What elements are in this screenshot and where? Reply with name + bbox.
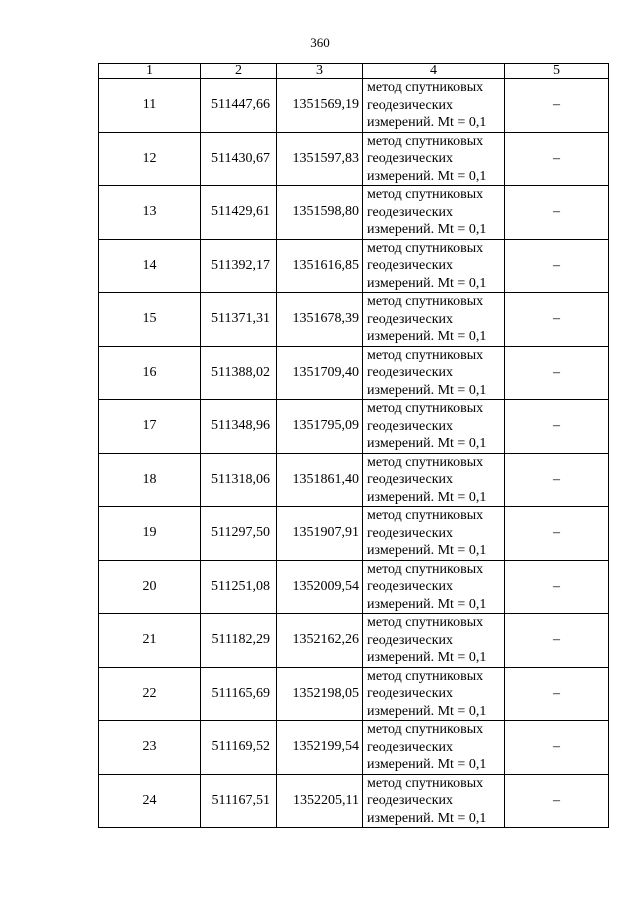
point-number-cell: 15: [99, 293, 201, 347]
table-row: [99, 132, 609, 186]
x-coordinate-cell: 511429,61: [201, 186, 277, 240]
header-col-3: 3: [277, 64, 363, 79]
note-cell: –: [505, 400, 609, 454]
x-coordinate-cell: 511169,52: [201, 721, 277, 775]
method-cell: метод спутниковых геодезических измерений. Mt = 0,1: [363, 186, 505, 240]
y-coordinate-cell: 1352009,54: [277, 560, 363, 614]
table-row: [99, 239, 609, 293]
point-number-cell: 11: [99, 79, 201, 133]
note-cell: –: [505, 774, 609, 828]
method-cell: метод спутниковых геодезических измерений. Mt = 0,1: [363, 667, 505, 721]
note-cell: –: [505, 453, 609, 507]
note-cell: –: [505, 721, 609, 775]
point-number-cell: 13: [99, 186, 201, 240]
y-coordinate-cell: 1351678,39: [277, 293, 363, 347]
method-cell: метод спутниковых геодезических измерений. Mt = 0,1: [363, 132, 505, 186]
header-col-5: 5: [505, 64, 609, 79]
note-cell: –: [505, 293, 609, 347]
point-number-cell: 12: [99, 132, 201, 186]
note-cell: –: [505, 79, 609, 133]
y-coordinate-cell: 1351861,40: [277, 453, 363, 507]
table-body: [99, 79, 609, 828]
page-number: 360: [310, 35, 330, 50]
method-cell: метод спутниковых геодезических измерений. Mt = 0,1: [363, 293, 505, 347]
x-coordinate-cell: 511430,67: [201, 132, 277, 186]
y-coordinate-cell: 1352199,54: [277, 721, 363, 775]
x-coordinate-cell: 511318,06: [201, 453, 277, 507]
table-row: [99, 346, 609, 400]
point-number-cell: 24: [99, 774, 201, 828]
x-coordinate-cell: 511388,02: [201, 346, 277, 400]
x-coordinate-cell: 511182,29: [201, 614, 277, 668]
table-header-row: [99, 64, 609, 79]
coordinates-table: [98, 63, 609, 828]
method-cell: метод спутниковых геодезических измерений. Mt = 0,1: [363, 453, 505, 507]
table-row: [99, 721, 609, 775]
note-cell: –: [505, 614, 609, 668]
x-coordinate-cell: 511348,96: [201, 400, 277, 454]
method-cell: метод спутниковых геодезических измерений. Mt = 0,1: [363, 346, 505, 400]
table-row: [99, 507, 609, 561]
method-cell: метод спутниковых геодезических измерений. Mt = 0,1: [363, 560, 505, 614]
x-coordinate-cell: 511447,66: [201, 79, 277, 133]
point-number-cell: 19: [99, 507, 201, 561]
point-number-cell: 16: [99, 346, 201, 400]
y-coordinate-cell: 1351616,85: [277, 239, 363, 293]
method-cell: метод спутниковых геодезических измерений. Mt = 0,1: [363, 774, 505, 828]
table-row: [99, 453, 609, 507]
y-coordinate-cell: 1351598,80: [277, 186, 363, 240]
note-cell: –: [505, 560, 609, 614]
x-coordinate-cell: 511371,31: [201, 293, 277, 347]
note-cell: –: [505, 507, 609, 561]
table-row: [99, 293, 609, 347]
header-col-1: 1: [99, 64, 201, 79]
method-cell: метод спутниковых геодезических измерений. Mt = 0,1: [363, 721, 505, 775]
table-row: [99, 400, 609, 454]
method-cell: метод спутниковых геодезических измерений. Mt = 0,1: [363, 400, 505, 454]
point-number-cell: 20: [99, 560, 201, 614]
method-cell: метод спутниковых геодезических измерений. Mt = 0,1: [363, 507, 505, 561]
header-col-2: 2: [201, 64, 277, 79]
point-number-cell: 14: [99, 239, 201, 293]
y-coordinate-cell: 1351709,40: [277, 346, 363, 400]
point-number-cell: 17: [99, 400, 201, 454]
y-coordinate-cell: 1351597,83: [277, 132, 363, 186]
table-row: [99, 774, 609, 828]
method-cell: метод спутниковых геодезических измерений. Mt = 0,1: [363, 79, 505, 133]
y-coordinate-cell: 1351569,19: [277, 79, 363, 133]
note-cell: –: [505, 667, 609, 721]
method-cell: метод спутниковых геодезических измерений. Mt = 0,1: [363, 239, 505, 293]
point-number-cell: 21: [99, 614, 201, 668]
point-number-cell: 22: [99, 667, 201, 721]
x-coordinate-cell: 511297,50: [201, 507, 277, 561]
note-cell: –: [505, 239, 609, 293]
y-coordinate-cell: 1351907,91: [277, 507, 363, 561]
table-row: [99, 667, 609, 721]
note-cell: –: [505, 346, 609, 400]
note-cell: –: [505, 186, 609, 240]
x-coordinate-cell: 511392,17: [201, 239, 277, 293]
table-row: [99, 79, 609, 133]
table-row: [99, 614, 609, 668]
y-coordinate-cell: 1352198,05: [277, 667, 363, 721]
y-coordinate-cell: 1352205,11: [277, 774, 363, 828]
table-row: [99, 186, 609, 240]
x-coordinate-cell: 511167,51: [201, 774, 277, 828]
x-coordinate-cell: 511251,08: [201, 560, 277, 614]
y-coordinate-cell: 1351795,09: [277, 400, 363, 454]
note-cell: –: [505, 132, 609, 186]
point-number-cell: 23: [99, 721, 201, 775]
table-row: [99, 560, 609, 614]
point-number-cell: 18: [99, 453, 201, 507]
method-cell: метод спутниковых геодезических измерений. Mt = 0,1: [363, 614, 505, 668]
x-coordinate-cell: 511165,69: [201, 667, 277, 721]
header-col-4: 4: [363, 64, 505, 79]
y-coordinate-cell: 1352162,26: [277, 614, 363, 668]
